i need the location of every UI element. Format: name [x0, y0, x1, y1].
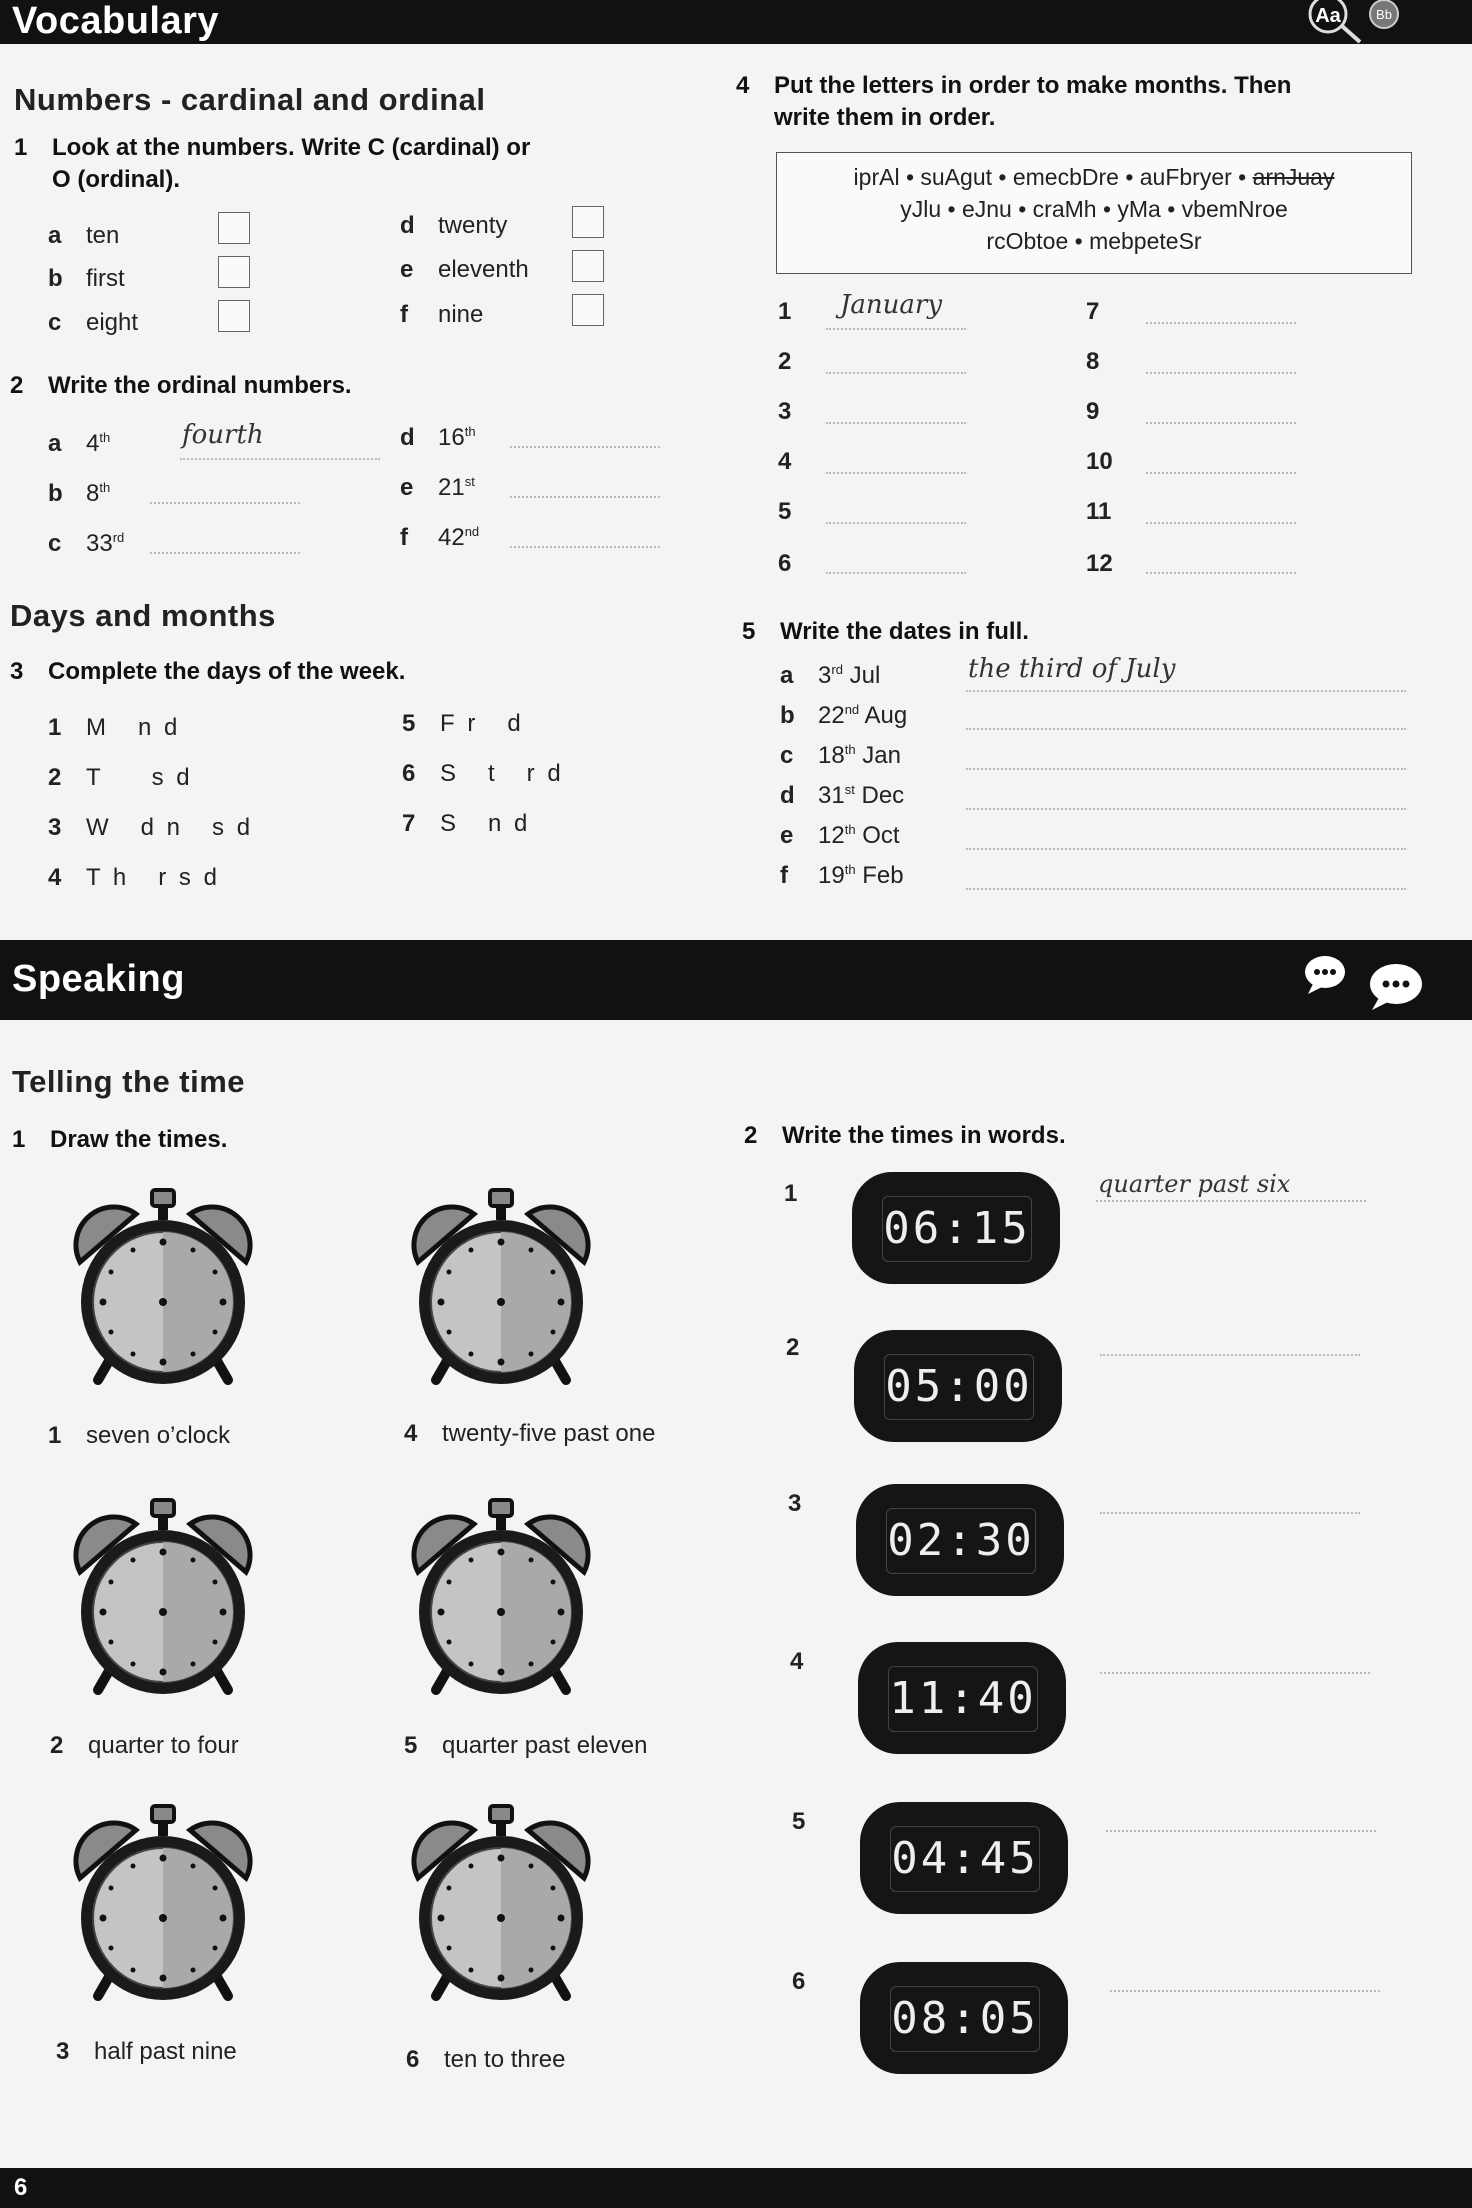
hour-mark [191, 1352, 196, 1357]
hour-mark [191, 1248, 196, 1253]
ex2-item-f: f 42nd [400, 524, 480, 551]
clock-center [159, 1914, 167, 1922]
speaking-exercise-1-instruction: 1 Draw the times. [12, 1126, 228, 1153]
hour-mark [131, 1864, 136, 1869]
hour-mark [191, 1968, 196, 1973]
digital-clock-1: 06:15 [852, 1172, 1060, 1284]
clock-center [497, 1914, 505, 1922]
ex1-answer-box-a[interactable] [218, 212, 250, 244]
ex2-item-d: d 16th [400, 424, 476, 451]
hour-mark [447, 1330, 452, 1335]
exercise-1-instruction: 1 Look at the numbers. Write C (cardinal) or O (ordinal). [14, 134, 531, 193]
alarm-clock-5[interactable] [396, 1494, 606, 1704]
ex2-item-a: a 4th [48, 430, 111, 457]
hour-mark [529, 1248, 534, 1253]
hour-mark [498, 1855, 505, 1862]
ex4-answer-5-num: 5 [778, 498, 792, 525]
hour-mark [100, 1609, 107, 1616]
hour-mark [220, 1609, 227, 1616]
knob [152, 1806, 174, 1822]
ex5-item-c: c 18th Jan [780, 742, 901, 769]
exercise-3-instruction: 3 Complete the days of the week. [10, 658, 406, 685]
ex5-line-b[interactable] [966, 728, 1406, 730]
clock-caption-2: 2 quarter to four [50, 1732, 239, 1759]
ex4-line-2[interactable] [826, 372, 966, 374]
ex4-line-4[interactable] [826, 472, 966, 474]
ex2-item-b: b 8th [48, 480, 111, 507]
ex5-line-f[interactable] [966, 888, 1406, 890]
hour-mark [131, 1558, 136, 1563]
hour-mark [109, 1580, 114, 1585]
digital-item-6-num: 6 [792, 1968, 806, 1995]
exercise-2-instruction: 2 Write the ordinal numbers. [10, 372, 352, 399]
ex4-line-8[interactable] [1146, 372, 1296, 374]
hour-mark [220, 1915, 227, 1922]
ex4-line-6[interactable] [826, 572, 966, 574]
speaking-title: Speaking [12, 958, 185, 1000]
ex3-day-4[interactable]: 4 T h r s d [48, 864, 220, 891]
clock-caption-6: 6 ten to three [406, 2046, 566, 2073]
alarm-clock-1[interactable] [58, 1184, 268, 1394]
hour-mark [131, 1968, 136, 1973]
hour-mark [469, 1662, 474, 1667]
ex4-answer-6-num: 6 [778, 550, 792, 577]
ex2-line-e[interactable] [510, 496, 660, 498]
hour-mark [213, 1886, 218, 1891]
digital-clock-6: 08:05 [860, 1962, 1068, 2074]
hour-mark [529, 1968, 534, 1973]
hour-mark [213, 1946, 218, 1951]
hour-mark [447, 1946, 452, 1951]
ex4-answer-4-num: 4 [778, 448, 792, 475]
speaking-exercise-2-instruction: 2 Write the times in words. [744, 1122, 1066, 1149]
clock-center [159, 1608, 167, 1616]
knob [152, 1500, 174, 1516]
knob-stem [158, 1206, 168, 1220]
ex3-day-1[interactable]: 1 M n d [48, 714, 181, 741]
ex4-answer-3-num: 3 [778, 398, 792, 425]
ex4-answer-2-num: 2 [778, 348, 792, 375]
ex1-answer-box-e[interactable] [572, 250, 604, 282]
ex4-answer-8-num: 8 [1086, 348, 1100, 375]
digital-item-4-num: 4 [790, 1648, 804, 1675]
speaking-header-bar [0, 940, 1472, 1020]
ex1-item-d: d twenty [400, 212, 508, 239]
digital-item-3-num: 3 [788, 1490, 802, 1517]
ex5-line-a [966, 690, 1406, 692]
ex4-line-10[interactable] [1146, 472, 1296, 474]
hour-mark [191, 1558, 196, 1563]
ex4-answer-7-num: 7 [1086, 298, 1100, 325]
hour-mark [160, 1669, 167, 1676]
footer-bar [0, 2168, 1472, 2208]
ex1-item-e: e eleventh [400, 256, 529, 283]
hour-mark [160, 1975, 167, 1982]
hour-mark [551, 1640, 556, 1645]
alarm-clock-4[interactable] [396, 1184, 606, 1394]
time-words-line-2[interactable] [1100, 1354, 1360, 1356]
hour-mark [447, 1886, 452, 1891]
ex5-line-c[interactable] [966, 768, 1406, 770]
ex2-line-f[interactable] [510, 546, 660, 548]
hour-mark [447, 1270, 452, 1275]
hour-mark [109, 1330, 114, 1335]
hour-mark [191, 1864, 196, 1869]
digital-item-2-num: 2 [786, 1334, 800, 1361]
digital-clock-5: 04:45 [860, 1802, 1068, 1914]
hour-mark [469, 1968, 474, 1973]
alarm-clock-2[interactable] [58, 1494, 268, 1704]
ex4-line-5[interactable] [826, 522, 966, 524]
hour-mark [213, 1640, 218, 1645]
clock-caption-1: 1 seven o’clock [48, 1422, 231, 1449]
exercise-4-instruction: 4 Put the letters in order to make months. Then write them in order. [736, 72, 1292, 131]
hour-mark [160, 1359, 167, 1366]
hour-mark [558, 1915, 565, 1922]
ex1-answer-box-d[interactable] [572, 206, 604, 238]
days-months-section-title: Days and months [10, 598, 276, 633]
knob [490, 1806, 512, 1822]
clock-center [497, 1608, 505, 1616]
ex5-item-d: d 31st Dec [780, 782, 905, 809]
vocabulary-aa-icon [1292, 0, 1412, 50]
hour-mark [529, 1352, 534, 1357]
speech-bubbles-icon [1300, 948, 1430, 1012]
ex1-answer-box-b[interactable] [218, 256, 250, 288]
ex4-line-11[interactable] [1146, 522, 1296, 524]
hour-mark [529, 1662, 534, 1667]
digital-item-1-num: 1 [784, 1180, 798, 1207]
time-words-line-3[interactable] [1100, 1512, 1360, 1514]
hour-mark [109, 1886, 114, 1891]
knob [152, 1190, 174, 1206]
ex5-item-b: b 22nd Aug [780, 702, 908, 729]
hour-mark [100, 1915, 107, 1922]
ex4-answer-10-num: 10 [1086, 448, 1113, 475]
hour-mark [498, 1669, 505, 1676]
ex5-item-f: f 19th Feb [780, 862, 904, 889]
hour-mark [213, 1270, 218, 1275]
hour-mark [109, 1270, 114, 1275]
hour-mark [191, 1662, 196, 1667]
ex3-day-3[interactable]: 3 W d n s d [48, 814, 254, 841]
time-words-line-6[interactable] [1110, 1990, 1380, 1992]
hour-mark [498, 1239, 505, 1246]
hour-mark [551, 1270, 556, 1275]
time-words-line-1 [1096, 1200, 1366, 1202]
exercise-5-instruction: 5 Write the dates in full. [742, 618, 1029, 645]
ex5-line-e[interactable] [966, 848, 1406, 850]
svg-text:Bb: Bb [1376, 7, 1392, 22]
ex1-item-a: a ten [48, 222, 120, 249]
ex3-day-6[interactable]: 6 S t r d [402, 760, 564, 787]
ex2-line-c[interactable] [150, 552, 300, 554]
hour-mark [529, 1558, 534, 1563]
ex4-answer-9-num: 9 [1086, 398, 1100, 425]
hour-mark [438, 1609, 445, 1616]
hour-mark [551, 1886, 556, 1891]
hour-mark [100, 1299, 107, 1306]
ex4-answer-12-num: 12 [1086, 550, 1113, 577]
hour-mark [558, 1299, 565, 1306]
knob-stem [158, 1822, 168, 1836]
knob-stem [496, 1822, 506, 1836]
time-words-line-4[interactable] [1100, 1672, 1370, 1674]
digital-clock-4: 11:40 [858, 1642, 1066, 1754]
svg-text:Aa: Aa [1315, 5, 1341, 27]
ex1-item-b: b first [48, 265, 125, 292]
ex3-day-2[interactable]: 2 T s d [48, 764, 193, 791]
ex4-answer-11-num: 11 [1086, 498, 1112, 525]
telling-time-section-title: Telling the time [12, 1064, 246, 1099]
hour-mark [529, 1864, 534, 1869]
ex4-line-7[interactable] [1146, 322, 1296, 324]
numbers-section-title: Numbers - cardinal and ordinal [14, 82, 486, 117]
ex3-day-5[interactable]: 5 F r d [402, 710, 524, 737]
time-words-line-5[interactable] [1106, 1830, 1376, 1832]
page-number: 6 [14, 2174, 28, 2201]
vocabulary-title: Vocabulary [12, 0, 220, 42]
hour-mark [498, 1975, 505, 1982]
digital-clock-2: 05:00 [854, 1330, 1062, 1442]
hour-mark [551, 1330, 556, 1335]
alarm-clock-6[interactable] [396, 1800, 606, 2010]
ex4-line-1 [826, 328, 966, 330]
hour-mark [160, 1239, 167, 1246]
hour-mark [469, 1352, 474, 1357]
ex3-day-7[interactable]: 7 S n d [402, 810, 531, 837]
hour-mark [109, 1640, 114, 1645]
hour-mark [469, 1248, 474, 1253]
digital-item-5-num: 5 [792, 1808, 806, 1835]
hour-mark [498, 1549, 505, 1556]
hour-mark [438, 1915, 445, 1922]
ex1-answer-box-c[interactable] [218, 300, 250, 332]
ex1-item-c: c eight [48, 309, 139, 336]
vocabulary-header-bar [0, 0, 1472, 44]
clock-caption-4: 4 twenty-five past one [404, 1420, 656, 1447]
hour-mark [213, 1580, 218, 1585]
hour-mark [131, 1352, 136, 1357]
ex4-line-3[interactable] [826, 422, 966, 424]
hour-mark [131, 1662, 136, 1667]
ex2-answer-a[interactable]: fourth [182, 420, 264, 450]
ex2-line-d[interactable] [510, 446, 660, 448]
hour-mark [498, 1359, 505, 1366]
hour-mark [447, 1640, 452, 1645]
month-letters-box: iprAl • suAgut • emecbDre • auFbryer • arnJuay yJlu • eJnu • craMh • yMa • vbemNroe rcObtoe • mebpeteSr [776, 152, 1412, 274]
ex5-item-e: e 12th Oct [780, 822, 900, 849]
ex1-answer-box-f[interactable] [572, 294, 604, 326]
ex5-item-a: a 3rd Jul [780, 662, 881, 689]
clock-center [159, 1298, 167, 1306]
ex2-item-c: c 33rd [48, 530, 125, 557]
ex2-line-a [180, 458, 380, 460]
hour-mark [551, 1946, 556, 1951]
hour-mark [447, 1580, 452, 1585]
ex4-line-9[interactable] [1146, 422, 1296, 424]
hour-mark [469, 1864, 474, 1869]
ex4-answer-1-num: 1 [778, 298, 792, 325]
knob [490, 1500, 512, 1516]
hour-mark [558, 1609, 565, 1616]
knob-stem [496, 1516, 506, 1530]
ex5-answer-a[interactable]: the third of July [968, 654, 1176, 684]
hour-mark [109, 1946, 114, 1951]
hour-mark [438, 1299, 445, 1306]
clock-caption-3: 3 half past nine [56, 2038, 237, 2065]
hour-mark [551, 1580, 556, 1585]
digital-clock-3: 02:30 [856, 1484, 1064, 1596]
time-words-answer-1[interactable]: quarter past six [1098, 1170, 1291, 1198]
hour-mark [131, 1248, 136, 1253]
clock-center [497, 1298, 505, 1306]
alarm-clock-3[interactable] [58, 1800, 268, 2010]
hour-mark [160, 1855, 167, 1862]
ex5-line-d[interactable] [966, 808, 1406, 810]
hour-mark [213, 1330, 218, 1335]
hour-mark [469, 1558, 474, 1563]
hour-mark [220, 1299, 227, 1306]
ex2-line-b[interactable] [150, 502, 300, 504]
knob-stem [158, 1516, 168, 1530]
knob [490, 1190, 512, 1206]
knob-stem [496, 1206, 506, 1220]
ex2-item-e: e 21st [400, 474, 475, 501]
hour-mark [160, 1549, 167, 1556]
ex4-answer-1[interactable]: January [840, 290, 943, 320]
ex1-item-f: f nine [400, 301, 484, 328]
ex4-line-12[interactable] [1146, 572, 1296, 574]
clock-caption-5: 5 quarter past eleven [404, 1732, 648, 1759]
